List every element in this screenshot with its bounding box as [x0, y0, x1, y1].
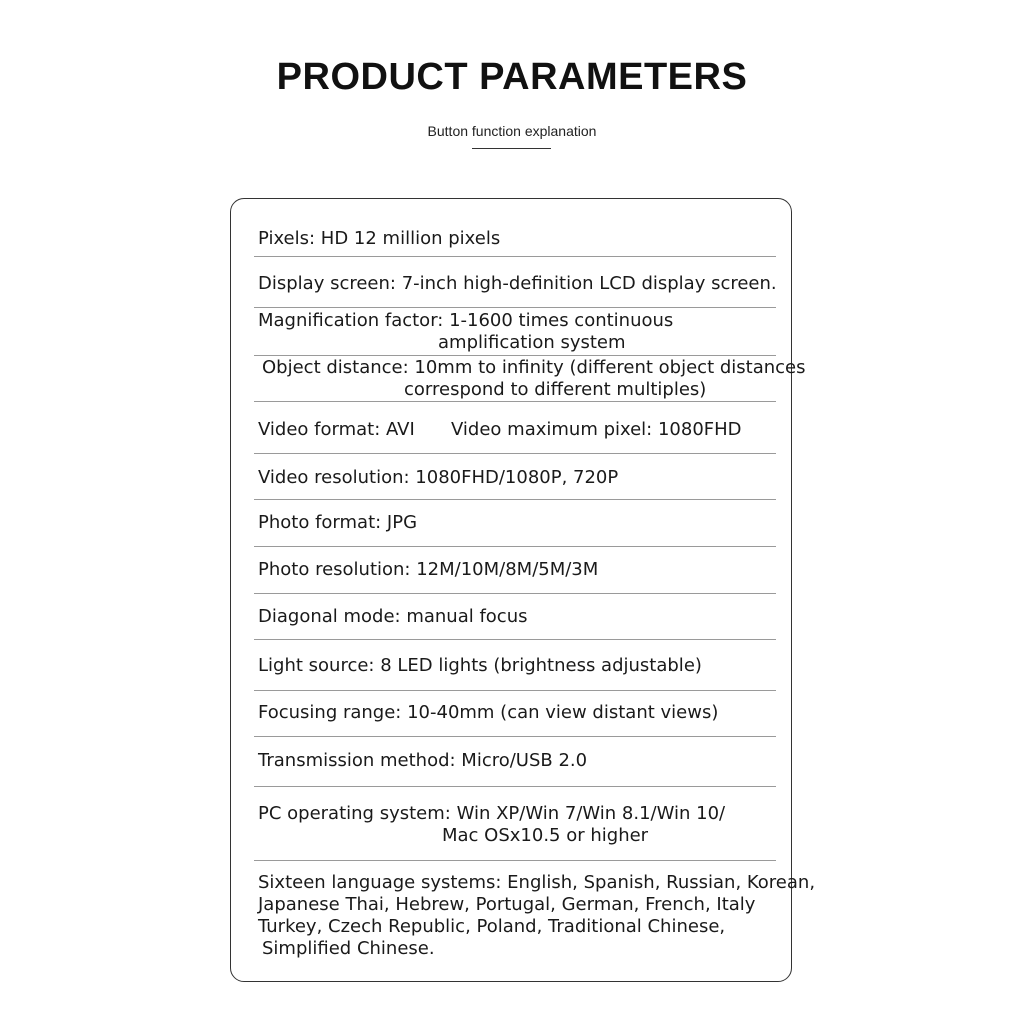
param-photo-resolution: Photo resolution: 12M/10M/8M/5M/3M — [258, 559, 599, 580]
param-languages-line3: Turkey, Czech Republic, Poland, Traditional Chinese, — [258, 916, 726, 937]
param-os-line1: PC operating system: Win XP/Win 7/Win 8.1/Win 10/ — [258, 803, 726, 824]
param-magnification-line1: Magnification factor: 1-1600 times continuous — [258, 310, 674, 331]
param-languages-line2: Japanese Thai, Hebrew, Portugal, German, French, Italy — [258, 894, 756, 915]
param-diagonal-mode: Diagonal mode: manual focus — [258, 606, 528, 627]
param-video-max-pixel: Video maximum pixel: 1080FHD — [451, 419, 742, 440]
param-os-line2: Mac OSx10.5 or higher — [442, 825, 649, 846]
param-object-distance-line2: correspond to different multiples) — [404, 379, 707, 400]
divider — [254, 401, 776, 402]
param-video-resolution: Video resolution: 1080FHD/1080P, 720P — [258, 467, 619, 488]
divider — [254, 786, 776, 787]
param-pixels: Pixels: HD 12 million pixels — [258, 228, 501, 249]
page-subtitle: Button function explanation — [427, 123, 597, 139]
param-languages-line4: Simplified Chinese. — [262, 938, 435, 959]
param-object-distance — [262, 357, 806, 401]
param-transmission: Transmission method: Micro/USB 2.0 — [258, 750, 588, 771]
param-magnification — [258, 310, 673, 354]
divider — [254, 355, 776, 356]
divider — [254, 256, 776, 257]
param-languages-line1: Sixteen language systems: English, Spanish, Russian, Korean, — [258, 872, 816, 893]
divider — [254, 690, 776, 691]
param-operating-system — [258, 803, 725, 847]
divider — [254, 499, 776, 500]
divider — [254, 860, 776, 861]
divider — [254, 453, 776, 454]
param-display: Display screen: 7-inch high-definition LCD display screen. — [258, 273, 777, 294]
divider — [254, 736, 776, 737]
divider — [254, 546, 776, 547]
param-photo-format: Photo format: JPG — [258, 512, 418, 533]
subtitle-underline — [472, 148, 551, 149]
param-magnification-line2: amplification system — [438, 332, 626, 353]
divider — [254, 639, 776, 640]
divider — [254, 307, 776, 308]
param-video-format: Video format: AVI — [258, 419, 415, 440]
param-object-distance-line1: Object distance: 10mm to infinity (different object distances — [262, 357, 806, 378]
param-focusing-range: Focusing range: 10-40mm (can view distant views) — [258, 702, 719, 723]
param-light-source: Light source: 8 LED lights (brightness adjustable) — [258, 655, 702, 676]
param-languages — [258, 872, 815, 960]
divider — [254, 593, 776, 594]
page-title: PRODUCT PARAMETERS — [276, 56, 748, 98]
